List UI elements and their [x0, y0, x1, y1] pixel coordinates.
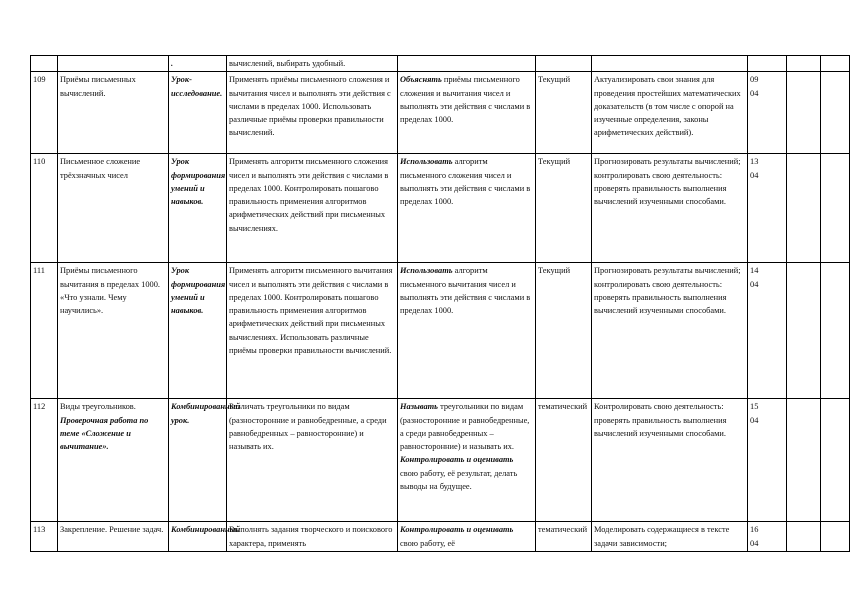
lesson-type: Комбинированный — [169, 522, 227, 552]
lesson-type: Урок формирования умений и навыков. — [169, 154, 227, 263]
lesson-date: 14 04 — [748, 263, 787, 399]
student-activity: Использовать алгоритм письменного вычитания чисел и выполнять эти действия с числами в пределах 1000. — [398, 263, 536, 399]
lesson-type: Урок-исследование. — [169, 72, 227, 154]
uud-skills: Прогнозировать результаты вычислений; контролировать свою деятельность: проверять правильность выполнения вычислений изученными способами. — [592, 154, 748, 263]
control-type: тематический — [536, 399, 592, 522]
lesson-topic — [58, 56, 169, 72]
control-type: тематический — [536, 522, 592, 552]
uud-skills: Контролировать свою деятельность: проверять правильность выполнения вычислений изученными способами. — [592, 399, 748, 522]
empty-cell — [821, 399, 850, 522]
lesson-topic: Закрепление. Решение задач. — [58, 522, 169, 552]
empty-cell — [821, 154, 850, 263]
lesson-content: Применять алгоритм письменного вычитания чисел и выполнять эти действия с числами в пределах 1000. Контролировать пошагово правильность применения алгоритмов арифметических действий при письменных вычислениях. Использовать различные приёмы проверки правильности вычислений. — [227, 263, 398, 399]
lesson-topic: Приёмы письменного вычитания в пределах 1000. «Что узнали. Чему научились». — [58, 263, 169, 399]
uud-skills: Моделировать содержащиеся в тексте задачи зависимости; — [592, 522, 748, 552]
table-row — [31, 154, 850, 263]
empty-cell — [787, 56, 821, 72]
lesson-type: Комбинированный урок. — [169, 399, 227, 522]
table-row — [31, 399, 850, 522]
lesson-content: Различать треугольники по видам (разносторонние и равнобедренные, а среди равнобедренных – равносторонние) и называть их. — [227, 399, 398, 522]
test-work-note: Проверочная работа по теме «Сложение и вычитание». — [60, 415, 149, 452]
lesson-date: 16 04 — [748, 522, 787, 552]
student-activity: Использовать алгоритм письменного сложения чисел и выполнять эти действия с числами в пределах 1000. — [398, 154, 536, 263]
lesson-date: 13 04 — [748, 154, 787, 263]
empty-cell — [787, 72, 821, 154]
lesson-topic: Приёмы письменных вычислений. — [58, 72, 169, 154]
empty-cell — [787, 522, 821, 552]
student-activity: Называть треугольники по видам (разносторонние и равнобедренные, а среди равнобедренных – равносторонние) и называть их. Контролировать и оценивать свою работу, её результат, делать выводы на будущее. — [398, 399, 536, 522]
student-activity: Объяснять приёмы письменного сложения и вычитания чисел и выполнять эти действия с числами в пределах 1000. — [398, 72, 536, 154]
lesson-date: 15 04 — [748, 399, 787, 522]
empty-cell — [787, 399, 821, 522]
lesson-type: Урок формирования умений и навыков. — [169, 263, 227, 399]
lesson-topic: Письменное сложение трёхзначных чисел — [58, 154, 169, 263]
empty-cell — [821, 263, 850, 399]
lesson-number: 112 — [31, 399, 58, 522]
uud-skills — [592, 56, 748, 72]
empty-cell — [787, 263, 821, 399]
lesson-content: вычислений, выбирать удобный. — [227, 56, 398, 72]
empty-cell — [821, 56, 850, 72]
student-activity — [398, 56, 536, 72]
control-type — [536, 56, 592, 72]
table-row — [31, 72, 850, 154]
table-row — [31, 56, 850, 72]
empty-cell — [787, 154, 821, 263]
control-type: Текущий — [536, 154, 592, 263]
lesson-content: Применять приёмы письменного сложения и вычитания чисел и выполнять эти действия с числами в пределах 1000. Использовать различные приёмы проверки правильности вычислений. — [227, 72, 398, 154]
empty-cell — [821, 72, 850, 154]
table-row — [31, 522, 850, 552]
lesson-date — [748, 56, 787, 72]
uud-skills: Прогнозировать результаты вычислений; контролировать свою деятельность: проверять правильность выполнения вычислений изученными способами. — [592, 263, 748, 399]
table-row — [31, 263, 850, 399]
lesson-plan-table — [30, 55, 850, 552]
lesson-number: 111 — [31, 263, 58, 399]
uud-skills: Актуализировать свои знания для проведения простейших математических доказательств (в том числе с опорой на изученные определения, законы арифметических действий). — [592, 72, 748, 154]
control-type: Текущий — [536, 263, 592, 399]
lesson-number: 109 — [31, 72, 58, 154]
lesson-content: Выполнять задания творческого и поискового характера, применять — [227, 522, 398, 552]
lesson-number — [31, 56, 58, 72]
control-type: Текущий — [536, 72, 592, 154]
lesson-type: . — [169, 56, 227, 72]
lesson-topic: Виды треугольников. Проверочная работа по теме «Сложение и вычитание». — [58, 399, 169, 522]
empty-cell — [821, 522, 850, 552]
lesson-date: 09 04 — [748, 72, 787, 154]
lesson-content: Применять алгоритм письменного сложения чисел и выполнять эти действия с числами в пределах 1000. Контролировать пошагово правильность применения алгоритмов арифметических действий при письменных вычислениях. — [227, 154, 398, 263]
lesson-number: 110 — [31, 154, 58, 263]
student-activity: Контролировать и оценивать свою работу, её — [398, 522, 536, 552]
lesson-number: 113 — [31, 522, 58, 552]
